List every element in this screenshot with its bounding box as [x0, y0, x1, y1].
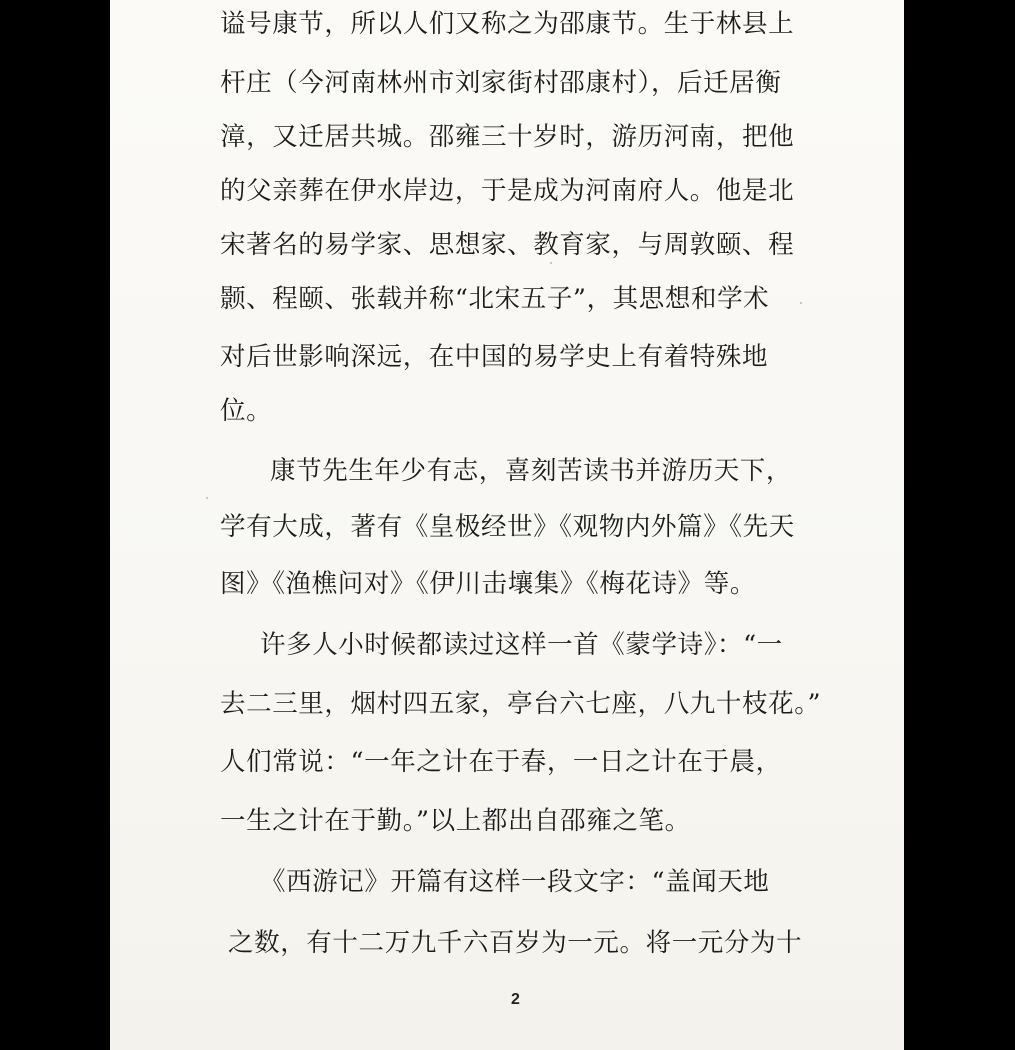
paragraph-2-line-3: 图》《渔樵问对》《伊川击壤集》《梅花诗》等。 — [220, 569, 756, 599]
text-line-2: 杆庄（今河南林州市刘家街村邵康村），后迁居衡 — [220, 68, 782, 98]
paragraph-2-line-2: 学有大成，著有《皇极经世》《观物内外篇》《先天 — [220, 512, 795, 542]
paragraph-3-line-3: 人们常说：“一年之计在于春，一日之计在于晨， — [220, 747, 782, 777]
scan-speck — [550, 262, 552, 264]
text-line-3: 漳，又迁居共城。邵雍三十岁时，游历河南，把他 — [220, 122, 795, 152]
text-line-1: 谥号康节，所以人们又称之为邵康节。生于林县上 — [220, 9, 795, 39]
paragraph-4-line-2: 之数，有十二万九千六百岁为一元。将一元分为十 — [228, 928, 803, 958]
scan-speck — [206, 497, 208, 499]
text-line-8: 位。 — [220, 396, 273, 426]
paragraph-3-line-1: 许多人小时候都读过这样一首《蒙学诗》：“一 — [260, 630, 783, 660]
document-page — [110, 0, 904, 1050]
text-line-7: 对后世影响深远，在中国的易学史上有着特殊地 — [220, 342, 769, 372]
page-number: 2 — [511, 991, 520, 1008]
text-line-5: 宋著名的易学家、思想家、教育家，与周敦颐、程 — [220, 230, 795, 260]
paragraph-4-line-1: 《西游记》开篇有这样一段文字：“盖闻天地 — [260, 867, 770, 897]
text-line-4: 的父亲葬在伊水岸边，于是成为河南府人。他是北 — [220, 176, 795, 206]
paragraph-3-line-2: 去二三里，烟村四五家，亭台六七座，八九十枝花。” — [220, 689, 822, 719]
text-line-6: 颢、程颐、张载并称“北宋五子”，其思想和学术 — [220, 284, 770, 314]
paragraph-2-line-1: 康节先生年少有志，喜刻苦读书并游历天下， — [270, 456, 793, 486]
scan-speck — [800, 302, 802, 304]
paragraph-3-line-4: 一生之计在于勤。”以上都出自邵雍之笔。 — [220, 806, 691, 836]
